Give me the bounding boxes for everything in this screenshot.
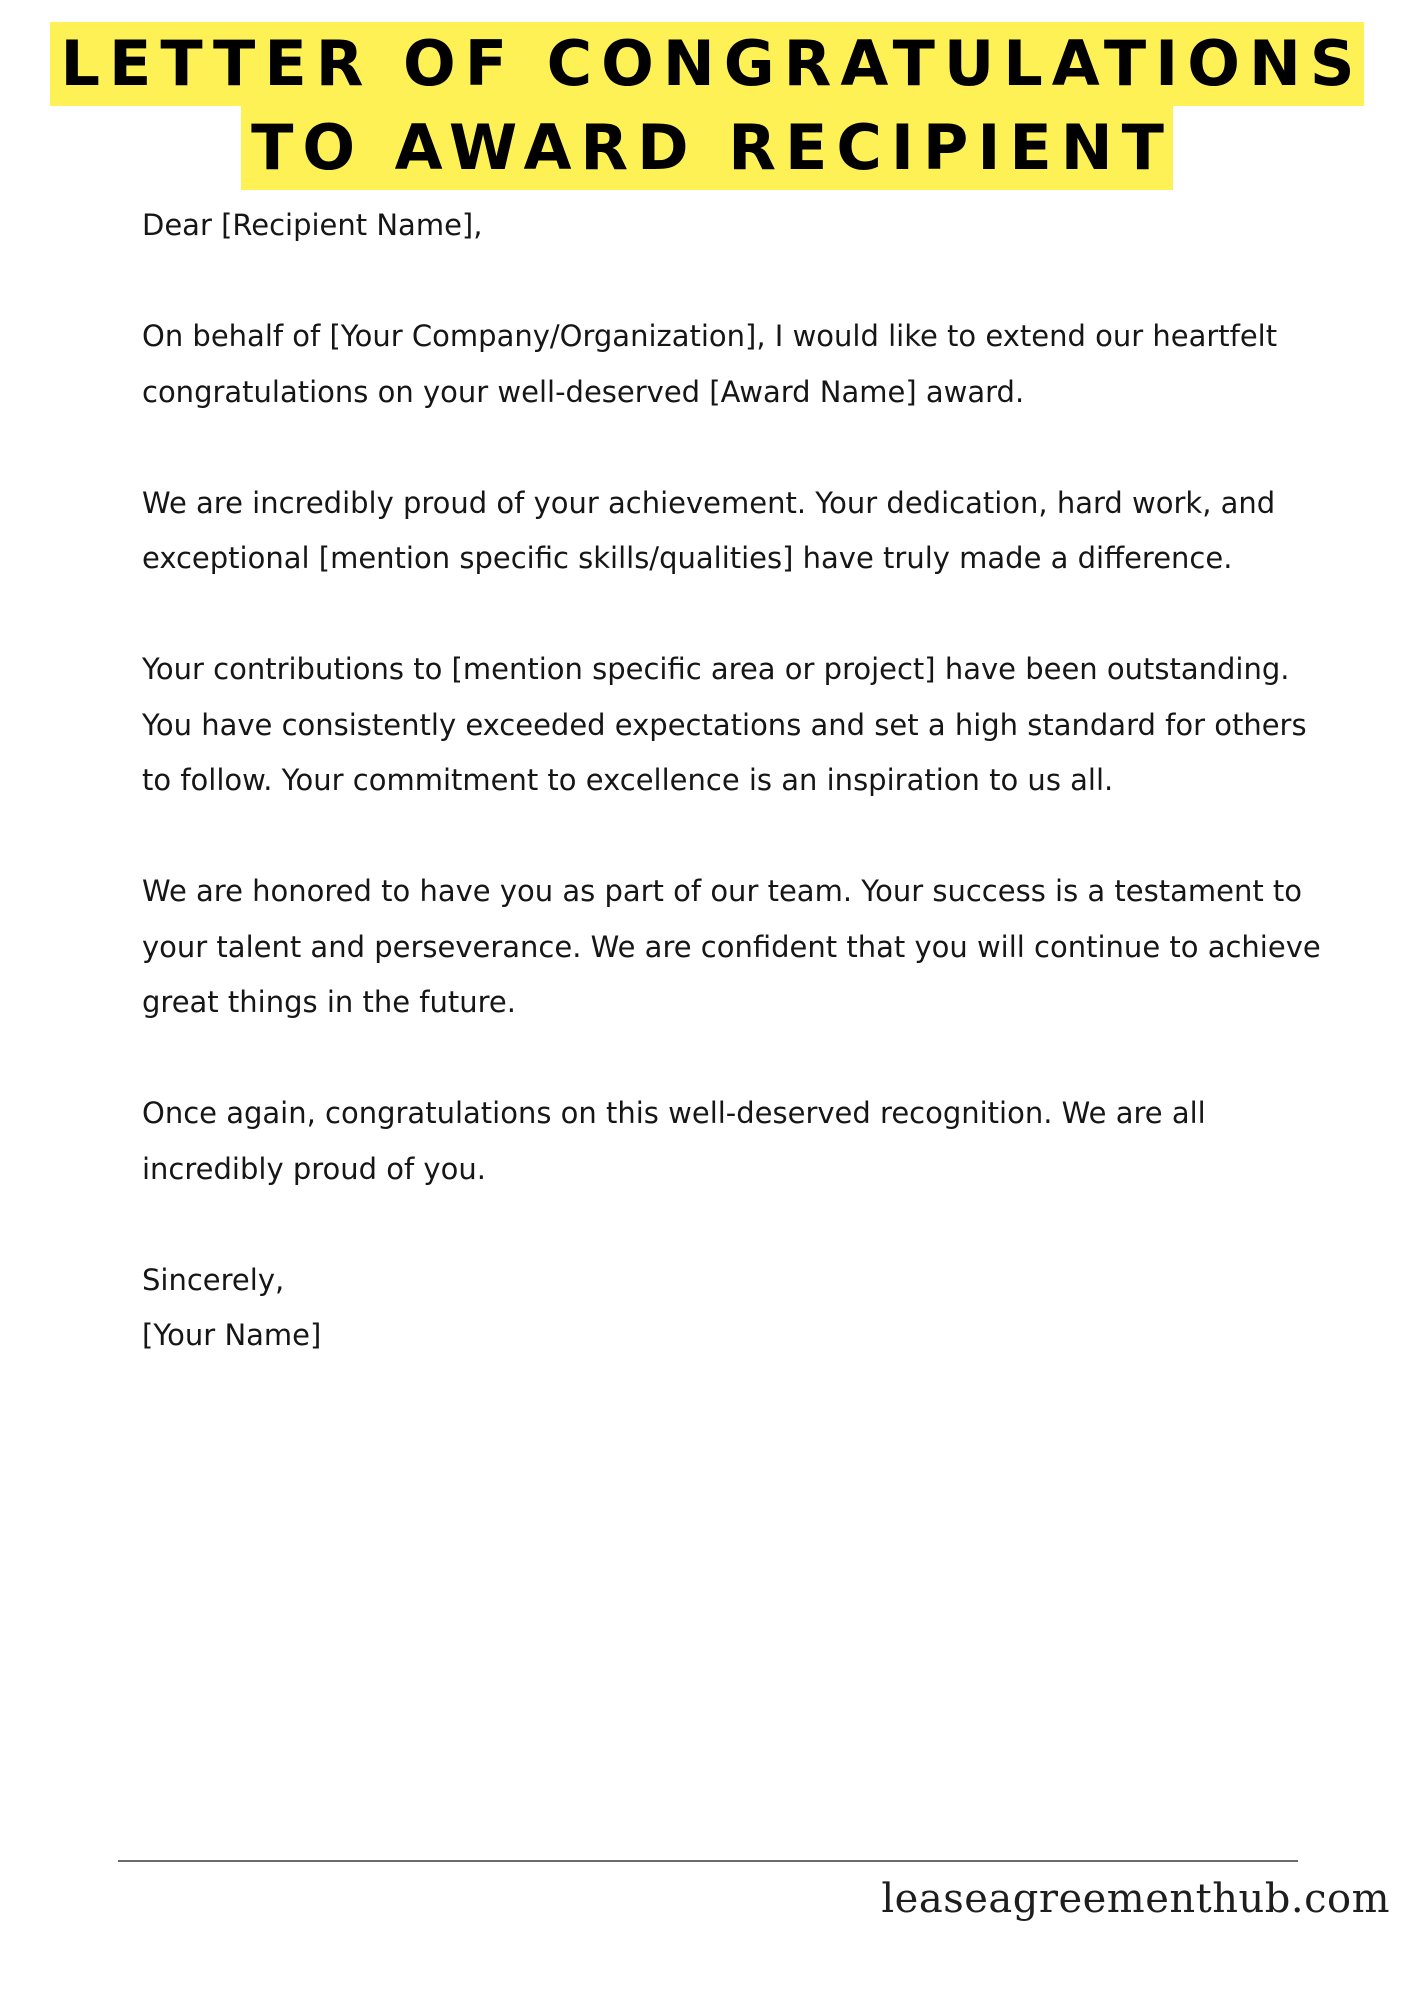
signature: [Your Name] <box>142 1318 322 1352</box>
title-line-2: TO AWARD RECIPIENT <box>241 106 1173 190</box>
salutation: Dear [Recipient Name], <box>142 208 483 242</box>
footer-website: leaseagreementhub.com <box>881 1876 1390 1922</box>
footer-divider <box>118 1860 1298 1862</box>
paragraph-4: We are honored to have you as part of our team. Your success is a testament to your talent and perseverance. We are confident that you will continue to achieve great things in the future. <box>142 874 1321 1019</box>
paragraph-3: Your contributions to [mention specific area or project] have been outstanding. You have consistently exceeded expectations and set a high standard for others to follow. Your commitment to excellence is an inspiration to us all. <box>142 652 1307 797</box>
letter-title <box>0 22 1414 190</box>
paragraph-1: On behalf of [Your Company/Organization], I would like to extend our heartfelt congratulations on your well-deserved [Award Name] award. <box>142 319 1278 409</box>
paragraph-2: We are incredibly proud of your achievement. Your dedication, hard work, and exceptional [mention specific skills/qualities] have truly made a difference. <box>142 485 1276 575</box>
title-line-1: LETTER OF CONGRATULATIONS <box>50 22 1363 106</box>
closing: Sincerely, <box>142 1262 285 1297</box>
letter-body <box>142 198 1322 1364</box>
paragraph-5: Once again, congratulations on this well-deserved recognition. We are all incredibly proud of you. <box>142 1096 1206 1186</box>
